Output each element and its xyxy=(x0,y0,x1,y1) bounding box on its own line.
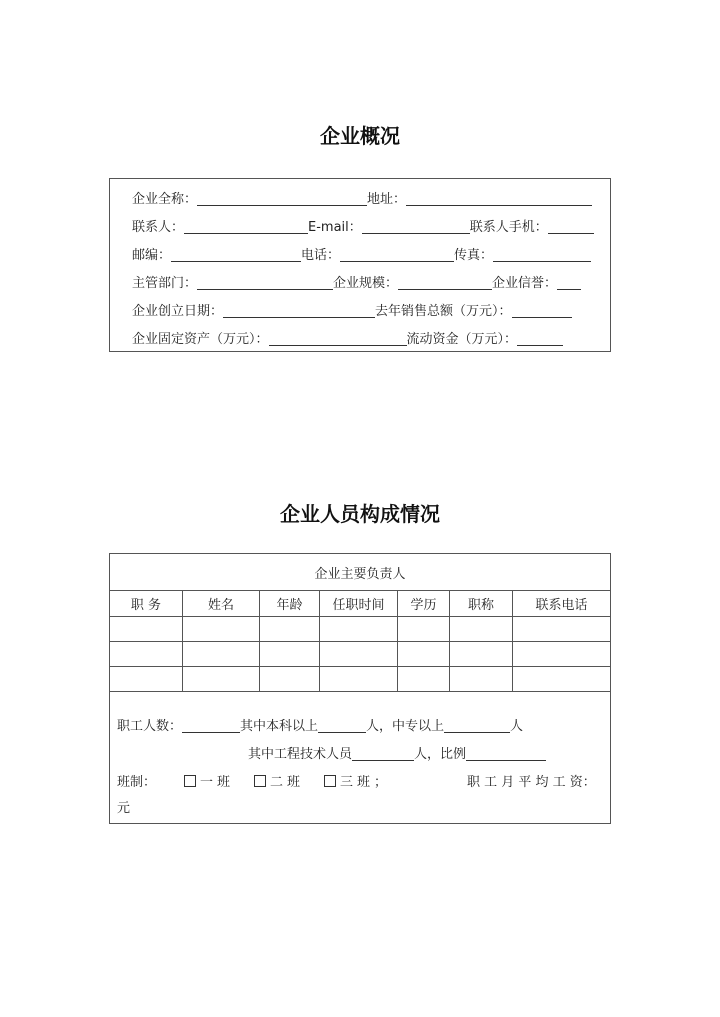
header-position: 职 务 xyxy=(110,591,183,617)
label-last-sales: 去年销售总额（万元）： xyxy=(375,304,512,319)
summary-line-2 xyxy=(248,742,546,762)
field-full-name[interactable] xyxy=(197,191,367,206)
overview-form xyxy=(109,178,611,352)
cell[interactable] xyxy=(183,617,260,642)
cell[interactable] xyxy=(260,667,320,692)
header-title: 职称 xyxy=(450,591,513,617)
form-line-3 xyxy=(110,235,610,263)
cell[interactable] xyxy=(513,667,611,692)
checkbox-shift-2[interactable] xyxy=(254,775,266,787)
cell[interactable] xyxy=(513,617,611,642)
checkbox-shift-1[interactable] xyxy=(184,775,196,787)
form-line-1 xyxy=(110,179,610,207)
table-row xyxy=(110,617,611,642)
field-scale[interactable] xyxy=(398,275,492,290)
section-title-staff: 企业人员构成情况 xyxy=(280,502,440,526)
checkbox-shift-3[interactable] xyxy=(324,775,336,787)
field-fixed-assets[interactable] xyxy=(269,331,407,346)
label-engineers: 其中工程技术人员 xyxy=(248,747,353,762)
staff-summary xyxy=(109,690,611,824)
header-phone: 联系电话 xyxy=(513,591,611,617)
field-working-capital[interactable] xyxy=(517,331,563,346)
table-title: 企业主要负责人 xyxy=(110,554,611,591)
cell[interactable] xyxy=(398,667,450,692)
label-postcode: 邮编： xyxy=(132,248,172,263)
cell[interactable] xyxy=(450,617,513,642)
label-shift-2: 二班 xyxy=(270,775,305,790)
field-postcode[interactable] xyxy=(171,247,301,262)
cell[interactable] xyxy=(513,642,611,667)
section-title-overview: 企业概况 xyxy=(320,124,400,148)
summary-avg-wage xyxy=(467,770,596,790)
cell[interactable] xyxy=(320,617,398,642)
field-engineers[interactable] xyxy=(352,746,414,761)
label-address: 地址： xyxy=(367,192,407,207)
label-person: 人 xyxy=(510,719,524,734)
cell[interactable] xyxy=(320,642,398,667)
cell[interactable] xyxy=(450,642,513,667)
field-dept[interactable] xyxy=(197,275,333,290)
label-shift: 班制： xyxy=(117,775,157,790)
cell[interactable] xyxy=(450,667,513,692)
staff-table xyxy=(109,553,611,692)
cell[interactable] xyxy=(260,642,320,667)
form-line-2 xyxy=(110,207,610,235)
form-line-5 xyxy=(110,291,610,319)
table-title-row xyxy=(110,554,611,591)
label-phone: 电话： xyxy=(301,248,341,263)
cell[interactable] xyxy=(183,642,260,667)
cell[interactable] xyxy=(398,642,450,667)
label-shift-3: 三班； xyxy=(340,775,392,790)
label-shift-1: 一班 xyxy=(200,775,235,790)
summary-line-4 xyxy=(117,796,130,816)
field-staff-count[interactable] xyxy=(182,718,240,733)
field-vocational[interactable] xyxy=(444,718,510,733)
field-contact[interactable] xyxy=(184,219,308,234)
field-ratio[interactable] xyxy=(466,746,546,761)
label-dept: 主管部门： xyxy=(132,276,198,291)
table-row xyxy=(110,667,611,692)
table-header-row xyxy=(110,591,611,617)
label-contact: 联系人： xyxy=(132,220,185,235)
field-email[interactable] xyxy=(362,219,470,234)
cell[interactable] xyxy=(183,667,260,692)
label-person-comma: 人，中专以上 xyxy=(366,719,445,734)
label-email: E-mail： xyxy=(308,220,362,235)
label-staff-count: 职工人数： xyxy=(117,719,183,734)
header-name: 姓名 xyxy=(183,591,260,617)
field-contact-mobile[interactable] xyxy=(548,219,594,234)
label-yuan: 元 xyxy=(117,801,131,816)
form-line-6 xyxy=(110,319,610,347)
cell[interactable] xyxy=(110,617,183,642)
cell[interactable] xyxy=(110,642,183,667)
label-ratio: 人，比例 xyxy=(414,747,467,762)
field-last-sales[interactable] xyxy=(512,303,572,318)
field-credit[interactable] xyxy=(557,275,581,290)
header-age: 年龄 xyxy=(260,591,320,617)
label-founded: 企业创立日期： xyxy=(132,304,224,319)
cell[interactable] xyxy=(260,617,320,642)
label-full-name: 企业全称： xyxy=(132,192,198,207)
header-tenure: 任职时间 xyxy=(320,591,398,617)
cell[interactable] xyxy=(320,667,398,692)
table-row xyxy=(110,642,611,667)
field-phone[interactable] xyxy=(340,247,454,262)
cell[interactable] xyxy=(398,617,450,642)
field-fax[interactable] xyxy=(493,247,591,262)
field-bachelor[interactable] xyxy=(318,718,366,733)
header-education: 学历 xyxy=(398,591,450,617)
form-line-4 xyxy=(110,263,610,291)
label-working-capital: 流动资金（万元）： xyxy=(406,332,518,347)
field-address[interactable] xyxy=(406,191,592,206)
summary-line-1 xyxy=(117,714,523,734)
cell[interactable] xyxy=(110,667,183,692)
label-fax: 传真： xyxy=(454,248,494,263)
label-contact-mobile: 联系人手机： xyxy=(469,220,548,235)
label-avg-wage: 职 工 月 平 均 工 资： xyxy=(467,775,596,790)
label-fixed-assets: 企业固定资产（万元）： xyxy=(132,332,269,347)
label-credit: 企业信誉： xyxy=(492,276,558,291)
label-bachelor: 其中本科以上 xyxy=(240,719,319,734)
label-scale: 企业规模： xyxy=(333,276,399,291)
field-founded[interactable] xyxy=(223,303,375,318)
summary-line-3 xyxy=(117,770,391,790)
